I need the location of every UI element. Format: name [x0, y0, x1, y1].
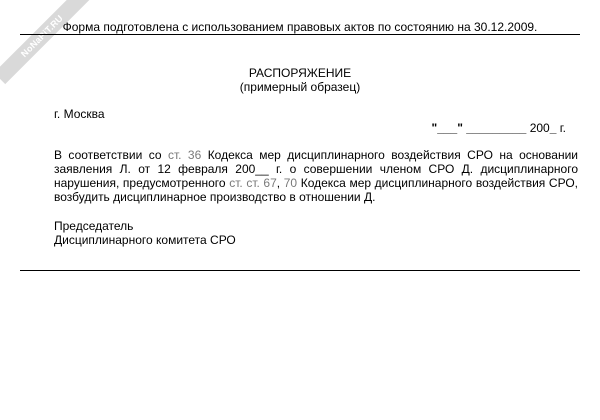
date-line [431, 121, 566, 135]
signature-block [54, 219, 236, 247]
article-36-link[interactable]: ст. 36 [167, 148, 202, 162]
body-text-part-3: , [276, 176, 284, 190]
top-divider [20, 34, 580, 35]
body-text-part-1: В соответствии со [54, 148, 168, 162]
site-watermark: NoNaPiT.RU [0, 0, 90, 84]
document-subtitle: (примерный образец) [239, 80, 361, 94]
date-year-prefix: 200 [529, 121, 550, 135]
date-day-blank: ___ [437, 121, 458, 135]
date-quote-close: " [457, 121, 463, 135]
body-text-part-4: Кодекса мер дисциплинарного воздействия СРО, возбудить дисциплинарное производство в отношении Д. [54, 176, 578, 204]
articles-67-link[interactable]: ст. ст. 67 [229, 176, 277, 190]
signature-position: Председатель [54, 219, 134, 233]
date-month-blank: _________ [466, 121, 527, 135]
signature-committee: Дисциплинарного комитета СРО [54, 233, 236, 247]
city-line: г. Москва [54, 107, 105, 121]
bottom-divider [20, 270, 580, 271]
header-note: Форма подготовлена с использованием правовых актов по состоянию на 30.12.2009. [62, 20, 538, 34]
body-text-part-2: Кодекса мер дисциплинарного воздействия СРО на основании заявления Л. от 12 февраля 200__ г. о совершении членом СРО Д. дисциплинарного нарушения, предусмотренного [54, 148, 578, 190]
document-title: РАСПОРЯЖЕНИЕ [248, 66, 352, 80]
article-70-link[interactable]: 70 [283, 176, 298, 190]
date-year-blank: _ [549, 121, 557, 135]
date-quote-open: " [431, 121, 438, 135]
body-paragraph [54, 148, 578, 204]
date-year-suffix: г. [556, 121, 566, 135]
